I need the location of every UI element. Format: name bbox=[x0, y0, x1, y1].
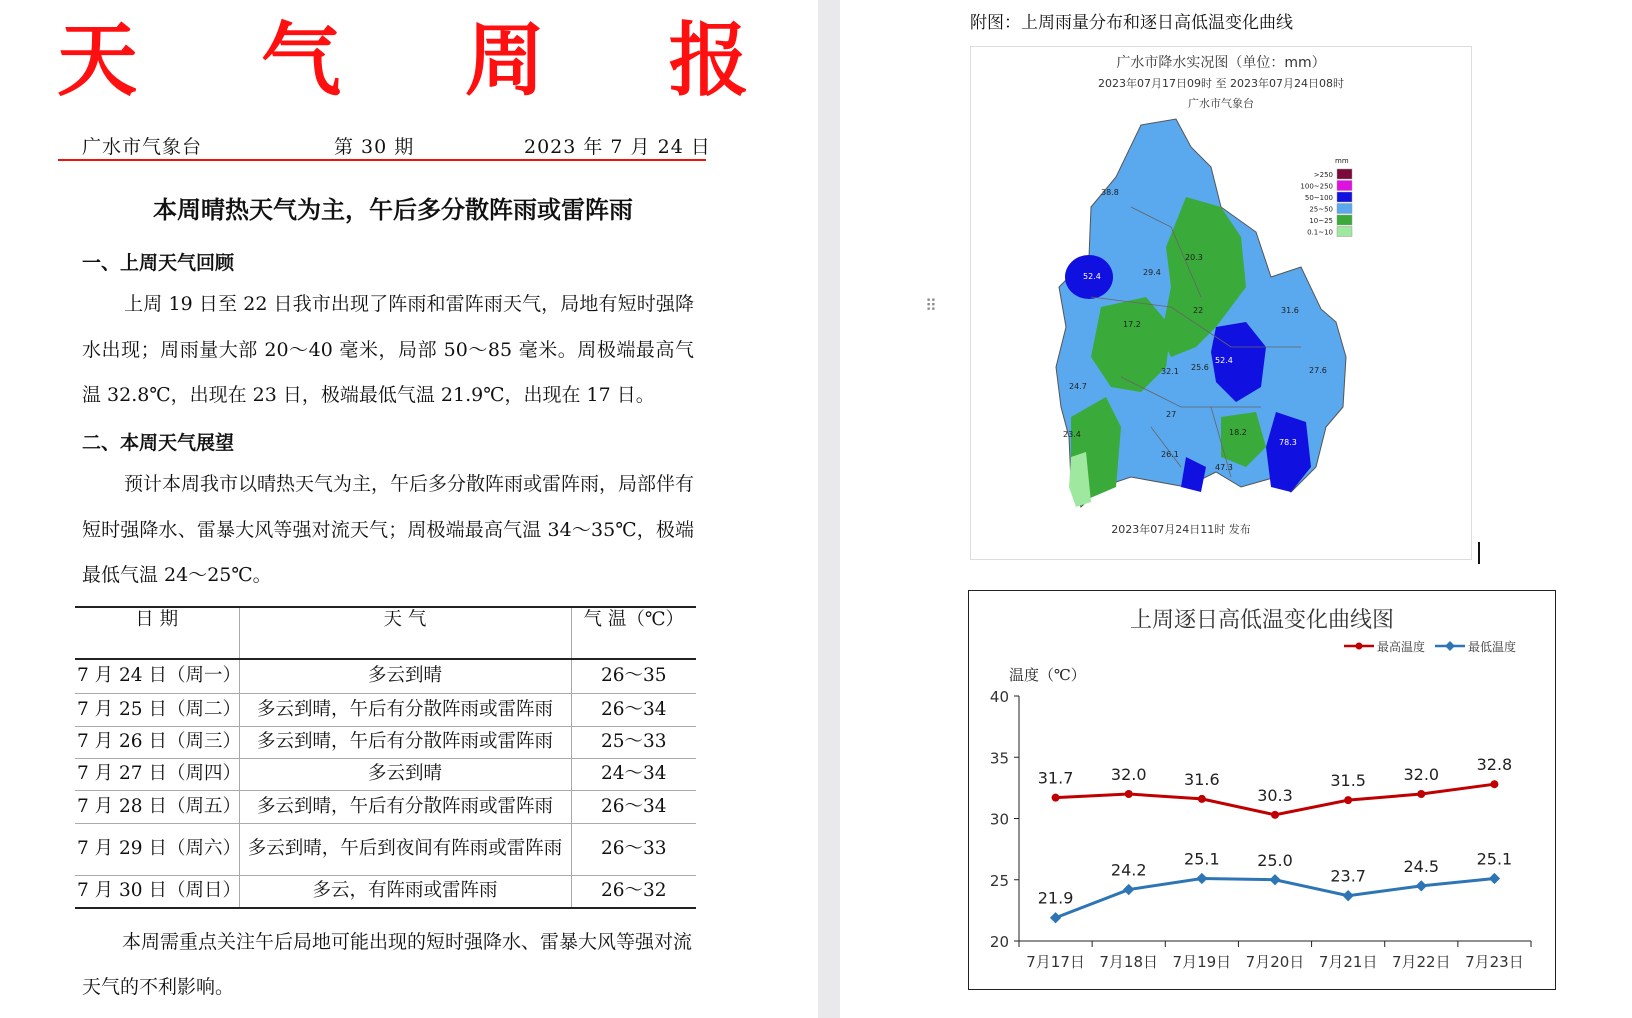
data-point bbox=[1125, 790, 1133, 798]
drag-handle-icon[interactable]: ⠿ bbox=[925, 296, 937, 315]
cell-weather: 多云到晴，午后到夜间有阵雨或雷阵雨 bbox=[239, 823, 571, 875]
data-label: 31.6 bbox=[1184, 769, 1220, 789]
rain-map-svg bbox=[971, 47, 1471, 559]
data-label: 23.7 bbox=[1330, 866, 1366, 886]
cell-temp: 26～32 bbox=[571, 875, 696, 908]
station-value: 78.3 bbox=[1279, 438, 1297, 447]
legend-label: >250 bbox=[1313, 171, 1333, 179]
station-value: 52.4 bbox=[1083, 272, 1101, 281]
map-title: 广水市降水实况图（单位：mm） bbox=[1116, 55, 1326, 71]
station-value: 18.2 bbox=[1229, 428, 1247, 437]
cell-date: 7 月 30 日（周日） bbox=[75, 875, 239, 908]
cell-temp: 26～34 bbox=[571, 790, 696, 823]
station-value: 25.6 bbox=[1191, 363, 1209, 372]
temperature-chart-svg bbox=[969, 591, 1555, 989]
section2-body: 预计本周我市以晴热天气为主，午后多分散阵雨或雷阵雨，局部伴有短时强降水、雷暴大风等强对流天气；周极端最高气温 34～35℃，极端最低气温 24～25℃。 bbox=[82, 473, 695, 586]
rain-map bbox=[970, 46, 1472, 560]
map-legend bbox=[1300, 157, 1352, 237]
x-tick-label: 7月17日 bbox=[1026, 953, 1085, 971]
data-point bbox=[1052, 794, 1060, 802]
cell-weather: 多云到晴 bbox=[239, 659, 571, 693]
station-value: 52.4 bbox=[1215, 356, 1233, 365]
station-value: 32.1 bbox=[1161, 367, 1179, 376]
cell-temp: 25～33 bbox=[571, 726, 696, 758]
x-tick-label: 7月22日 bbox=[1391, 953, 1451, 971]
header-temp: 气 温（℃） bbox=[571, 607, 696, 659]
cell-temp: 24～34 bbox=[571, 758, 696, 790]
issue-date: 2023 年 7 月 24 日 bbox=[524, 136, 711, 158]
data-point bbox=[1489, 873, 1500, 884]
legend-swatch bbox=[1337, 192, 1352, 202]
data-label: 30.3 bbox=[1257, 785, 1293, 805]
section1-text bbox=[82, 282, 694, 419]
data-label: 25.1 bbox=[1184, 849, 1220, 869]
figure-caption: 附图：上周雨量分布和逐日高低温变化曲线 bbox=[970, 13, 1293, 33]
cell-weather: 多云到晴 bbox=[239, 758, 571, 790]
station-value: 24.7 bbox=[1069, 382, 1087, 391]
legend-label: 最低温度 bbox=[1468, 640, 1517, 654]
data-label: 32.0 bbox=[1403, 765, 1440, 784]
y-tick-label: 30 bbox=[989, 810, 1009, 829]
section1-body: 上周 19 日至 22 日我市出现了阵雨和雷阵雨天气，局地有短时强降水出现；周雨量大部 20～40 毫米，局部 50～85 毫米。周极端最高气温 32.8℃，出现在 23 日，极端最低气温 21.9℃，出现在 17 日。 bbox=[82, 293, 694, 406]
legend-label: 最高温度 bbox=[1377, 640, 1426, 654]
cell-weather: 多云到晴，午后有分散阵雨或雷阵雨 bbox=[239, 693, 571, 726]
cell-temp: 26～33 bbox=[571, 823, 696, 875]
cell-temp: 26～35 bbox=[571, 659, 696, 693]
table-row bbox=[75, 726, 696, 758]
table-row bbox=[75, 823, 696, 875]
legend-label: 100~250 bbox=[1300, 182, 1333, 191]
legend-swatch bbox=[1337, 169, 1352, 179]
forecast-table bbox=[75, 606, 696, 909]
cell-weather: 多云到晴，午后有分散阵雨或雷阵雨 bbox=[239, 726, 571, 758]
issuer: 广水市气象台 bbox=[82, 136, 203, 158]
data-label: 31.7 bbox=[1037, 768, 1074, 788]
station-value: 47.3 bbox=[1215, 463, 1233, 472]
cell-date: 7 月 27 日（周四） bbox=[75, 758, 239, 790]
cell-date: 7 月 24 日（周一） bbox=[75, 659, 239, 693]
closing-note-text: 本周需重点关注午后局地可能出现的短时强降水、雷暴大风等强对流天气的不利影响。 bbox=[82, 931, 693, 998]
data-label: 21.9 bbox=[1037, 888, 1074, 908]
cell-date: 7 月 29 日（周六） bbox=[75, 823, 239, 875]
table-row bbox=[75, 758, 696, 790]
station-value: 26.1 bbox=[1161, 450, 1179, 459]
table-header-row bbox=[75, 607, 696, 659]
x-tick-label: 7月20日 bbox=[1245, 953, 1305, 971]
data-label: 32.8 bbox=[1476, 755, 1513, 775]
station-value: 23.4 bbox=[1063, 430, 1081, 439]
map-period: 2023年07月17日09时 至 2023年07月24日08时 bbox=[1098, 77, 1344, 90]
temperature-chart bbox=[968, 590, 1556, 990]
y-tick-label: 40 bbox=[989, 688, 1009, 706]
x-tick-label: 7月21日 bbox=[1318, 953, 1378, 971]
page-gutter bbox=[818, 0, 840, 1018]
legend-swatch bbox=[1337, 215, 1352, 225]
legend-label: 0.1~10 bbox=[1307, 228, 1333, 237]
cell-date: 7 月 28 日（周五） bbox=[75, 790, 239, 823]
map-agency: 广水市气象台 bbox=[1188, 97, 1254, 110]
headline: 本周晴热天气为主，午后多分散阵雨或雷阵雨 bbox=[153, 196, 633, 224]
y-tick-label: 20 bbox=[989, 933, 1009, 951]
y-tick-label: 25 bbox=[989, 871, 1009, 890]
data-label: 24.5 bbox=[1403, 856, 1440, 876]
x-tick-label: 7月23日 bbox=[1465, 953, 1524, 971]
map-published: 2023年07月24日11时 发布 bbox=[1111, 523, 1251, 536]
data-point bbox=[1342, 890, 1353, 901]
x-tick-label: 7月18日 bbox=[1099, 953, 1159, 971]
data-point bbox=[1269, 874, 1280, 885]
station-value: 29.4 bbox=[1143, 268, 1161, 277]
station-value: 38.8 bbox=[1101, 188, 1119, 197]
y-tick-label: 35 bbox=[989, 749, 1009, 768]
text-cursor bbox=[1478, 542, 1480, 564]
legend-swatch bbox=[1337, 227, 1352, 237]
station-value: 27 bbox=[1166, 410, 1177, 419]
legend-unit: mm bbox=[1335, 157, 1349, 165]
closing-note bbox=[82, 920, 694, 1010]
table-row bbox=[75, 790, 696, 823]
legend-label: 10~25 bbox=[1309, 217, 1333, 225]
station-value: 27.6 bbox=[1309, 366, 1327, 375]
data-label: 25.0 bbox=[1257, 850, 1293, 870]
data-label: 25.1 bbox=[1476, 849, 1513, 869]
station-value: 17.2 bbox=[1123, 320, 1141, 329]
report-title: 天 气 周 报 bbox=[57, 13, 797, 107]
data-label: 31.5 bbox=[1330, 771, 1366, 791]
chart-title: 上周逐日高低温变化曲线图 bbox=[1129, 608, 1395, 633]
data-point bbox=[1050, 912, 1061, 923]
legend-swatch bbox=[1337, 204, 1352, 214]
data-label: 32.0 bbox=[1110, 765, 1147, 784]
header-date: 日 期 bbox=[75, 607, 239, 659]
legend-swatch bbox=[1337, 181, 1352, 191]
data-point bbox=[1271, 811, 1279, 819]
x-tick-label: 7月19日 bbox=[1172, 953, 1232, 971]
station-value: 22 bbox=[1193, 306, 1204, 315]
data-point bbox=[1198, 795, 1206, 803]
data-point bbox=[1416, 880, 1427, 891]
section1-title: 一、上周天气回顾 bbox=[82, 252, 235, 274]
cell-weather: 多云到晴，午后有分散阵雨或雷阵雨 bbox=[239, 790, 571, 823]
zone-50-100 bbox=[1266, 412, 1311, 492]
legend-label: 50~100 bbox=[1304, 194, 1333, 202]
table-row bbox=[75, 875, 696, 908]
data-point bbox=[1417, 790, 1425, 798]
cell-weather: 多云，有阵雨或雷阵雨 bbox=[239, 875, 571, 908]
issue-number: 第 30 期 bbox=[334, 136, 415, 158]
data-point bbox=[1123, 884, 1134, 895]
section2-text bbox=[82, 462, 694, 599]
legend-marker bbox=[1445, 641, 1455, 651]
data-point bbox=[1490, 780, 1498, 788]
cell-date: 7 月 25 日（周二） bbox=[75, 693, 239, 726]
cell-temp: 26～34 bbox=[571, 693, 696, 726]
chart-ylabel: 温度（℃） bbox=[1009, 666, 1086, 684]
station-value: 20.3 bbox=[1185, 253, 1203, 262]
data-point bbox=[1196, 873, 1207, 884]
station-value: 31.6 bbox=[1281, 306, 1299, 315]
table-row bbox=[75, 659, 696, 693]
cell-date: 7 月 26 日（周三） bbox=[75, 726, 239, 758]
data-label: 24.2 bbox=[1110, 860, 1147, 880]
data-point bbox=[1344, 796, 1352, 804]
legend-label: 25~50 bbox=[1309, 205, 1333, 214]
section2-title: 二、本周天气展望 bbox=[82, 432, 235, 454]
header-weather: 天 气 bbox=[239, 607, 571, 659]
table-row bbox=[75, 693, 696, 726]
legend-marker bbox=[1356, 643, 1363, 650]
title-divider bbox=[58, 159, 706, 161]
